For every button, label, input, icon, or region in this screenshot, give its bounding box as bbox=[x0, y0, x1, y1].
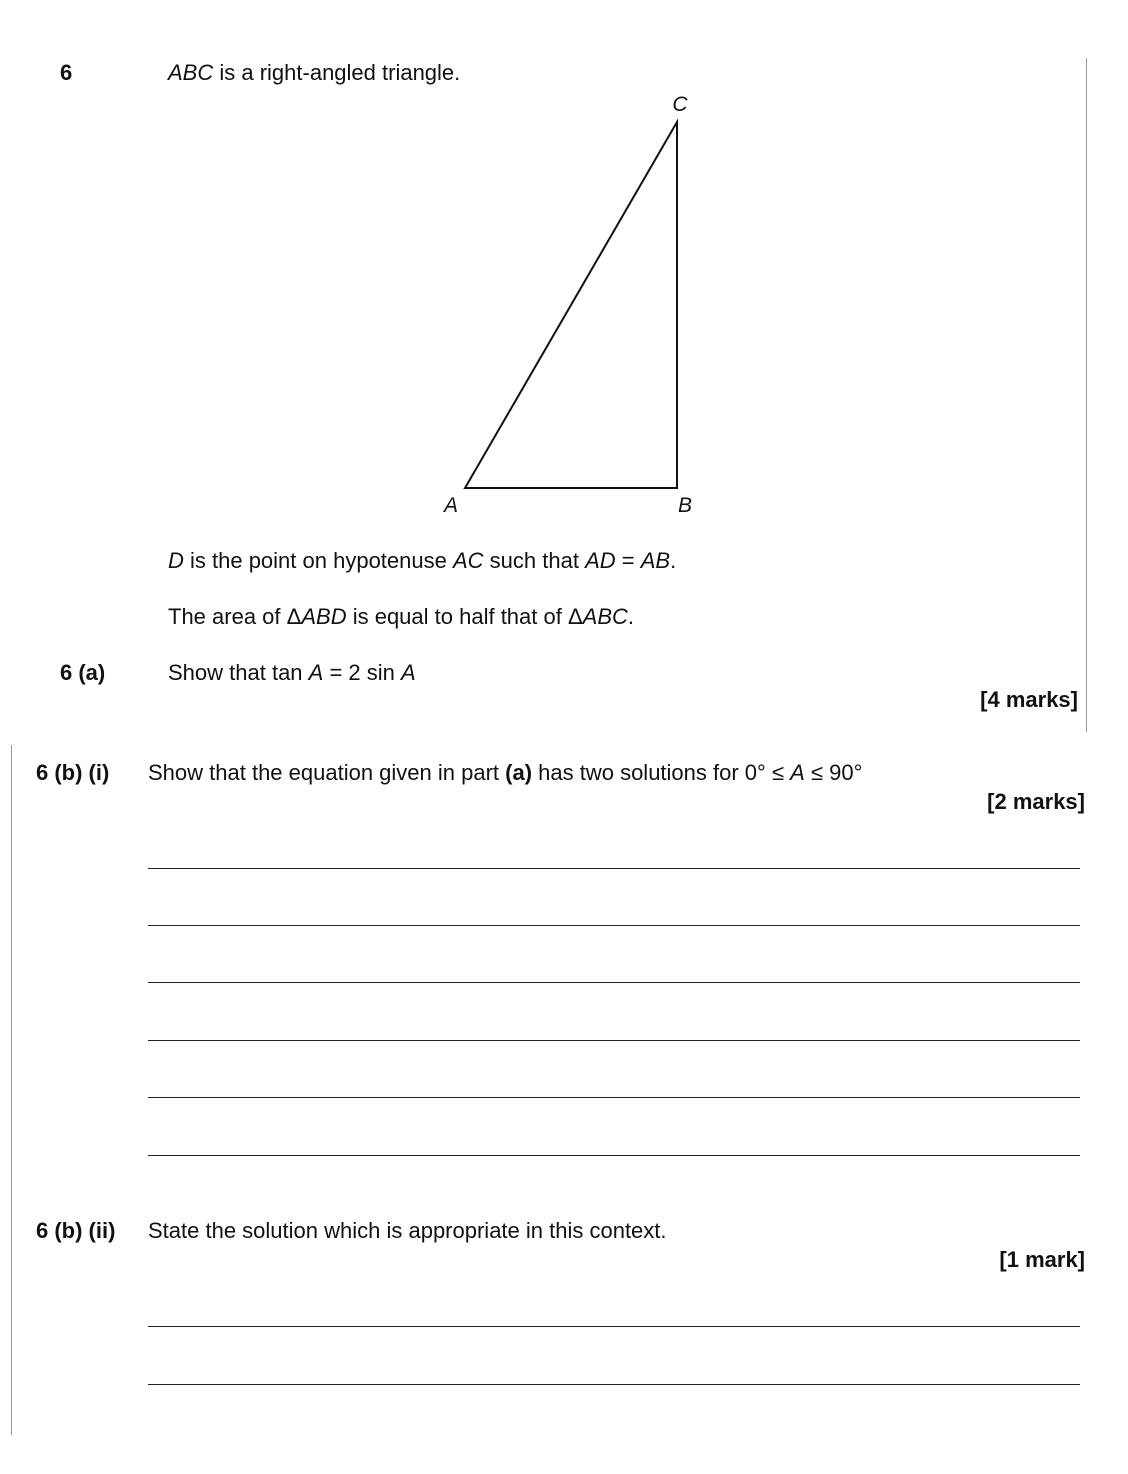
stmt2-p7: . bbox=[627, 604, 635, 629]
left-margin-rule bbox=[11, 745, 12, 1435]
part-b-i-p5: ≤ 90° bbox=[804, 760, 863, 785]
stmt1-p7: AB bbox=[640, 548, 671, 573]
answer-line[interactable] bbox=[148, 868, 1080, 869]
statement-area bbox=[168, 604, 634, 630]
statement-point-d bbox=[168, 548, 676, 574]
part-b-i-label: 6 (b) (i) bbox=[36, 760, 110, 785]
part-a-p5: A bbox=[401, 660, 416, 685]
intro-text: is a right-angled triangle. bbox=[213, 60, 461, 85]
answer-line[interactable] bbox=[148, 982, 1080, 983]
part-a-p1: Show that bbox=[168, 660, 272, 685]
part-a-p2: tan bbox=[271, 660, 303, 685]
part-a-text bbox=[168, 660, 416, 686]
stmt2-p5: Δ bbox=[567, 604, 583, 629]
triangle-name: ABC bbox=[168, 60, 214, 85]
answer-line[interactable] bbox=[148, 1040, 1080, 1041]
part-b-ii-text: State the solution which is appropriate in this context. bbox=[148, 1218, 667, 1243]
part-b-i-p1: Show that the equation given in part bbox=[148, 760, 506, 785]
part-b-i-text bbox=[148, 760, 862, 786]
stmt2-p6: ABC bbox=[582, 604, 628, 629]
triangle-abc bbox=[465, 122, 677, 488]
part-a-marks: [4 marks] bbox=[980, 687, 1078, 712]
part-b-ii-marks: [1 mark] bbox=[999, 1247, 1085, 1272]
answer-line[interactable] bbox=[148, 1384, 1080, 1385]
stmt1-p1: D bbox=[168, 548, 184, 573]
answer-line[interactable] bbox=[148, 925, 1080, 926]
stmt2-p4: is equal to half that of bbox=[346, 604, 568, 629]
right-margin-rule bbox=[1086, 58, 1087, 732]
part-b-i-p4: A bbox=[790, 760, 805, 785]
stmt1-p3: AC bbox=[452, 548, 484, 573]
stmt1-p2: is the point on hypotenuse bbox=[183, 548, 453, 573]
part-a-label: 6 (a) bbox=[60, 660, 106, 685]
vertex-label-a: A bbox=[443, 494, 459, 517]
part-b-i-p3: has two solutions for 0° ≤ bbox=[532, 760, 791, 785]
stmt2-p2: Δ bbox=[286, 604, 302, 629]
part-b-i-p2: (a) bbox=[505, 760, 533, 785]
answer-line[interactable] bbox=[148, 1097, 1080, 1098]
question-number: 6 bbox=[60, 60, 73, 85]
stmt2-p3: ABD bbox=[301, 604, 347, 629]
part-b-ii-label: 6 (b) (ii) bbox=[36, 1218, 116, 1243]
stmt1-p8: . bbox=[670, 548, 677, 573]
part-a-p3: A bbox=[308, 660, 324, 685]
stmt1-p5: AD bbox=[585, 548, 616, 573]
answer-line[interactable] bbox=[148, 1155, 1080, 1156]
stmt1-p4: such that bbox=[483, 548, 586, 573]
part-a-p4: = 2 sin bbox=[323, 660, 402, 685]
triangle-diagram bbox=[0, 0, 1128, 530]
vertex-label-c: C bbox=[672, 93, 688, 116]
stmt2-p1: The area of bbox=[168, 604, 287, 629]
stmt1-p6: = bbox=[615, 548, 641, 573]
vertex-label-b: B bbox=[677, 494, 693, 517]
part-b-i-marks: [2 marks] bbox=[987, 789, 1085, 814]
answer-line[interactable] bbox=[148, 1326, 1080, 1327]
